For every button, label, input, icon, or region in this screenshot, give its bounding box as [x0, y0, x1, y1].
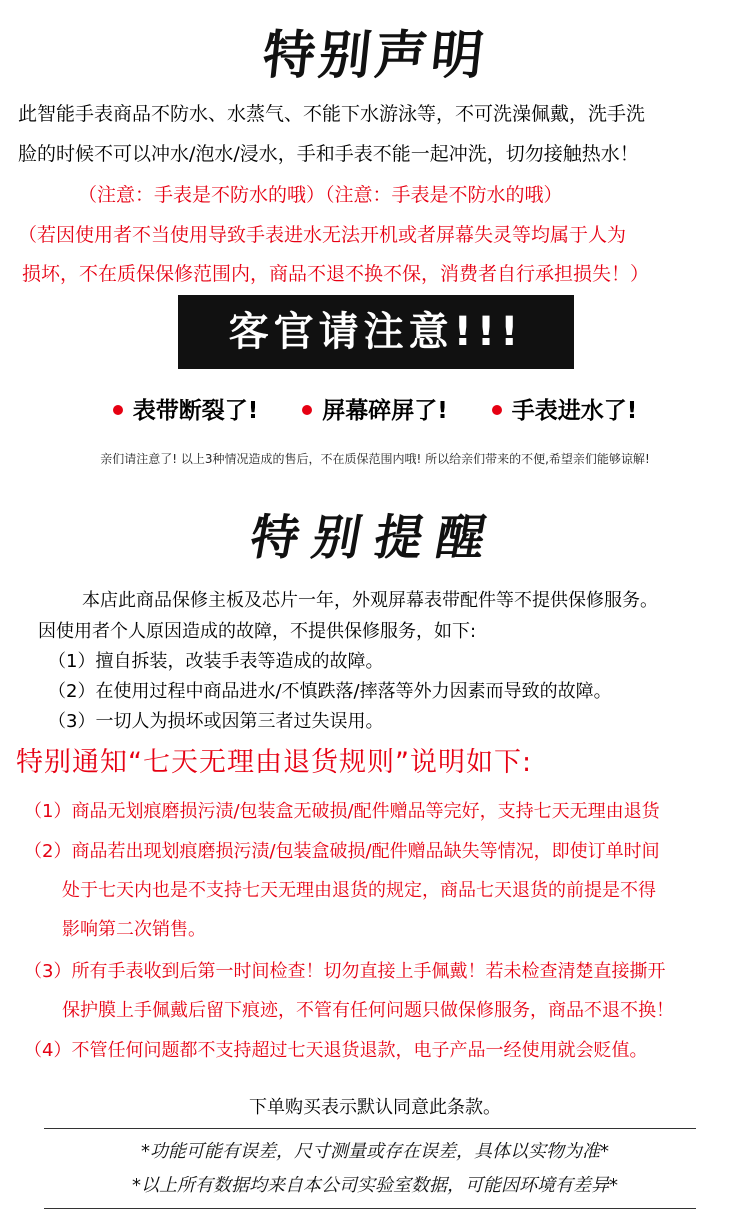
footer-note-1: *功能可能有误差，尺寸测量或存在误差，具体以实物为准*	[141, 1141, 609, 1162]
bullet-item	[302, 393, 448, 429]
special-reminder-title: 特别提醒	[246, 510, 504, 566]
policy-line-2: （2）商品若出现划痕磨损污渍/包装盒破损/配件赠品缺失等情况，即使订单时间	[24, 841, 660, 862]
red-dot-icon	[492, 405, 502, 415]
warning-line-2: 损坏，不在质保保修范围内，商品不退不换不保，消费者自行承担损失！）	[22, 263, 650, 285]
footer-note-2: *以上所有数据均来自本公司实验室数据，可能因环境有差异*	[132, 1175, 618, 1196]
statement-line-1: 此智能手表商品不防水、水蒸气、不能下水游泳等，不可洗澡佩戴，洗手洗	[18, 103, 646, 125]
bullet-note: 亲们请注意了! 以上3种情况造成的售后，不在质保范围内哦! 所以给亲们带来的不便,希望亲们能够谅解!	[100, 452, 650, 466]
bullet-item	[113, 393, 259, 429]
reminder-paragraph-1: 本店此商品保修主板及芯片一年，外观屏幕表带配件等不提供保修服务。	[82, 590, 658, 611]
red-dot-icon	[113, 405, 123, 415]
divider-top	[44, 1128, 696, 1129]
policy-line-1: （1）商品无划痕磨损污渍/包装盒无破损/配件赠品等完好，支持七天无理由退货	[24, 801, 660, 822]
divider-bottom	[44, 1208, 696, 1209]
bullet-text-strap: 表带断裂了!	[132, 398, 259, 424]
policy-line-5: （3）所有手表收到后第一时间检查！切勿直接上手佩戴！若未检查清楚直接撕开	[24, 961, 666, 982]
bullet-item	[492, 393, 638, 429]
policy-line-7: （4）不管任何问题都不支持超过七天退货退款，电子产品一经使用就会贬值。	[24, 1040, 648, 1061]
return-policy-title: 特别通知“七天无理由退货规则”说明如下:	[16, 747, 533, 778]
red-dot-icon	[302, 405, 312, 415]
policy-line-4: 影响第二次销售。	[62, 919, 206, 940]
attention-banner: 客官请注意!!!	[178, 295, 574, 369]
bullet-text-screen: 屏幕碎屏了!	[322, 398, 448, 424]
warning-bullets	[0, 393, 750, 429]
agreement-text: 下单购买表示默认同意此条款。	[249, 1097, 501, 1118]
reminder-paragraph-2: 因使用者个人原因造成的故障，不提供保修服务，如下:	[38, 621, 477, 642]
policy-line-3: 处于七天内也是不支持七天无理由退货的规定，商品七天退货的前提是不得	[62, 880, 656, 901]
bullet-text-water: 手表进水了!	[511, 398, 638, 424]
reminder-item-1: （1）擅自拆装，改装手表等造成的故障。	[48, 651, 384, 672]
statement-line-2: 脸的时候不可以冲水/泡水/浸水，手和手表不能一起冲洗，切勿接触热水！	[18, 143, 639, 165]
special-statement-title: 特别声明	[259, 26, 491, 86]
reminder-item-2: （2）在使用过程中商品进水/不慎跌落/摔落等外力因素而导致的故障。	[48, 681, 612, 702]
warning-line-1: （若因使用者不当使用导致手表进水无法开机或者屏幕失灵等均属于人为	[18, 224, 627, 246]
waterproof-note: （注意：手表是不防水的哦）（注意：手表是不防水的哦）	[78, 184, 563, 206]
reminder-item-3: （3）一切人为损坏或因第三者过失误用。	[48, 711, 384, 732]
policy-line-6: 保护膜上手佩戴后留下痕迹，不管有任何问题只做保修服务，商品不退不换！	[62, 1000, 674, 1021]
